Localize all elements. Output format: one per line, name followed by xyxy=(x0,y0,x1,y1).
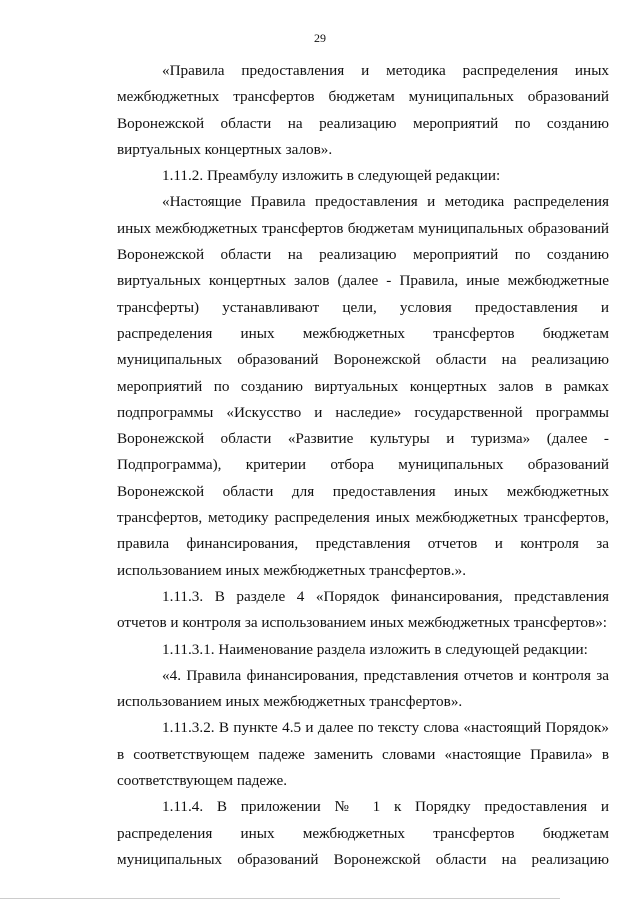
page-number: 29 xyxy=(314,31,326,45)
paragraph-1-11-3-1: 1.11.3.1. Наименование раздела изложить в следующей редакции: xyxy=(162,640,588,658)
paragraph-section-4-title: «4. Правила финансирования, представления отчетов и контроля за использованием иных межбюджетных трансфертов». xyxy=(117,666,609,711)
scan-bottom-edge xyxy=(0,898,560,899)
paragraph-1-11-4: 1.11.4. В приложении № 1 к Порядку предоставления и распределения иных межбюджетных трансфертов бюджетам муниципальных образований Воронежской области на реализацию xyxy=(117,798,609,868)
document-body xyxy=(117,58,609,873)
paragraph-1-11-3: 1.11.3. В разделе 4 «Порядок финансирования, представления отчетов и контроля за использованием иных межбюджетных трансфертов»: xyxy=(117,587,609,632)
paragraph-rules-title: «Правила предоставления и методика распределения иных межбюджетных трансфертов бюджетам муниципальных образований Воронежской области на реализацию мероприятий по созданию виртуальных концертных залов». xyxy=(117,62,609,158)
paragraph-1-11-2: 1.11.2. Преамбулу изложить в следующей редакции: xyxy=(162,167,501,185)
paragraph-1-11-3-2: 1.11.3.2. В пункте 4.5 и далее по тексту слова «настоящий Порядок» в соответствующем падеже заменить словами «настоящие Правила» в соответствующем падеже. xyxy=(117,719,609,790)
paragraph-preamble-text: «Настоящие Правила предоставления и методика распределения иных межбюджетных трансфертов бюджетам муниципальных образований Воронежской области на реализацию мероприятий по созданию виртуальных концертных залов (далее - Правила, иные межбюджетные трансферты) устанавливают цели, условия предоставления и распределения иных межбюджетных трансфертов бюджетам муниципальных образований Воронежской области на реализацию мероприятий по созданию виртуальных концертных залов в рамках подпрограммы «Искусство и наследие» государственной программы Воронежской области «Развитие культуры и туризма» (далее - Подпрограмма), критерии отбора муниципальных образований Воронежской области для предоставления иных межбюджетных трансфертов, методику распределения иных межбюджетных трансфертов, правила финансирования, представления отчетов и контроля за использованием иных межбюджетных трансфертов.». xyxy=(117,193,609,579)
